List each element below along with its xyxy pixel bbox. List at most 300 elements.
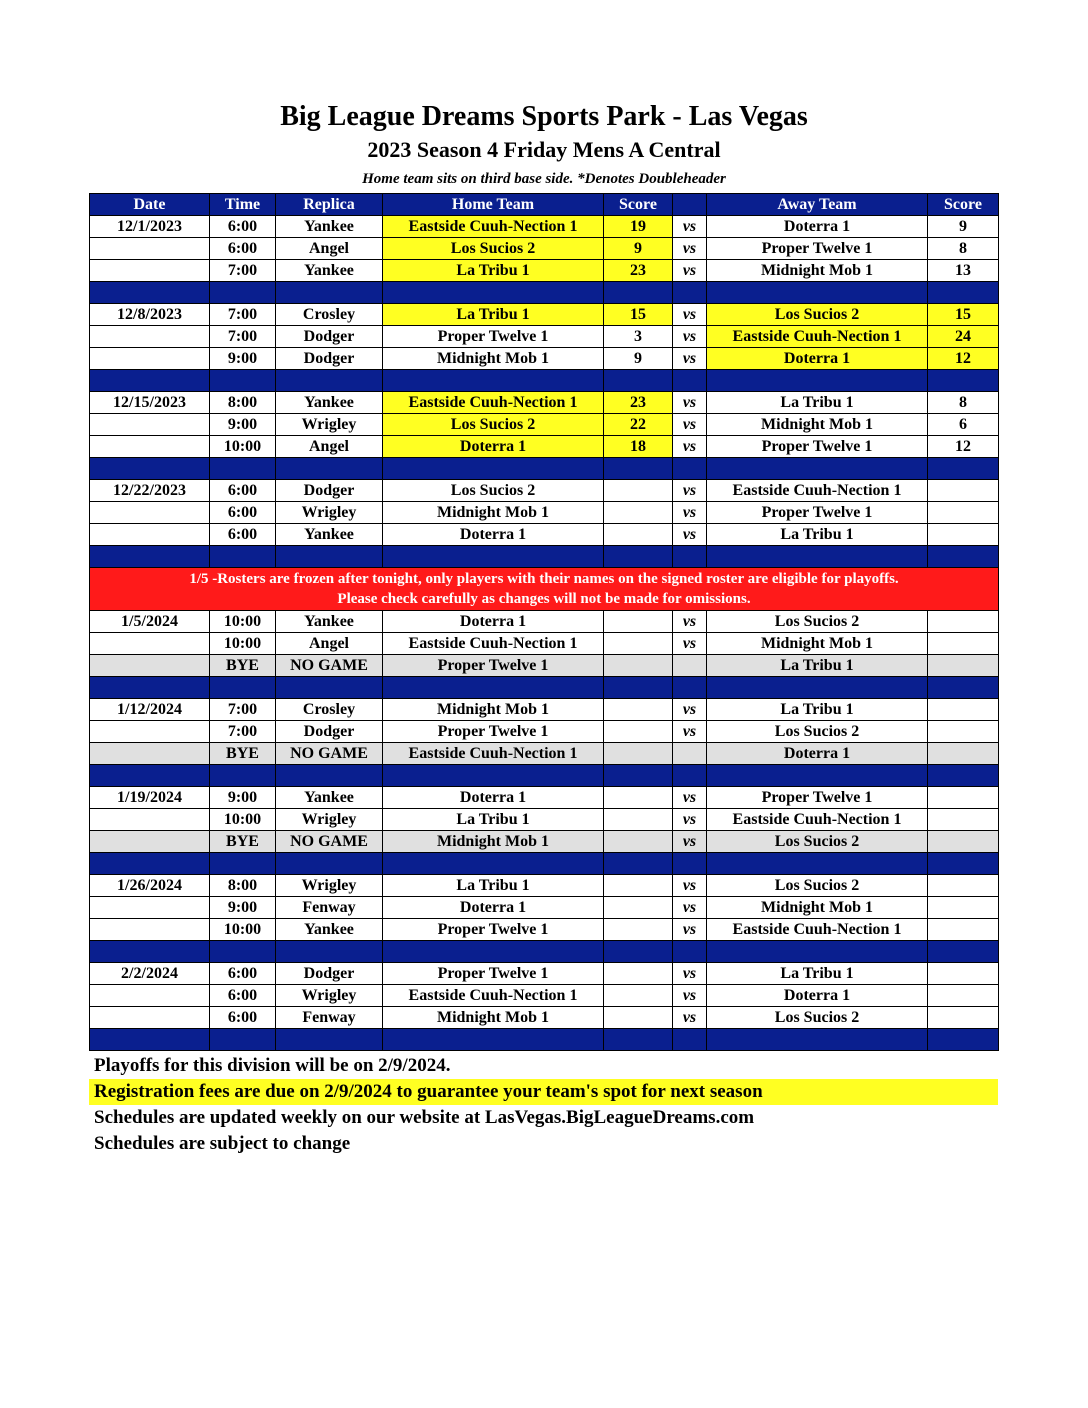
vs-label: vs [673, 304, 707, 326]
away-team: Proper Twelve 1 [707, 787, 928, 809]
header-time: Time [210, 194, 276, 216]
separator-cell [90, 282, 210, 304]
game-time: 6:00 [210, 1007, 276, 1029]
footer-line: Schedules are updated weekly on our website at LasVegas.BigLeagueDreams.com [94, 1107, 755, 1128]
schedule-table [89, 193, 999, 1051]
game-date [90, 721, 210, 743]
separator-cell [604, 458, 673, 480]
away-score [928, 743, 999, 765]
home-team: Proper Twelve 1 [383, 326, 604, 348]
separator-cell [928, 458, 999, 480]
home-team: La Tribu 1 [383, 875, 604, 897]
home-team: Midnight Mob 1 [383, 348, 604, 370]
away-score [928, 787, 999, 809]
game-date [90, 897, 210, 919]
home-team: Midnight Mob 1 [383, 1007, 604, 1029]
vs-label: vs [673, 985, 707, 1007]
vs-label: vs [673, 809, 707, 831]
separator-cell [210, 853, 276, 875]
home-score: 22 [604, 414, 673, 436]
vs-label: vs [673, 831, 707, 853]
separator-cell [707, 765, 928, 787]
separator-cell [707, 370, 928, 392]
home-score: 15 [604, 304, 673, 326]
away-score [928, 611, 999, 633]
separator-cell [90, 853, 210, 875]
separator-cell [210, 941, 276, 963]
separator-cell [210, 765, 276, 787]
home-score [604, 655, 673, 677]
separator-cell [210, 458, 276, 480]
game-field: Crosley [276, 304, 383, 326]
game-field: NO GAME [276, 743, 383, 765]
game-row [90, 238, 999, 260]
home-team: Proper Twelve 1 [383, 655, 604, 677]
game-row [90, 699, 999, 721]
vs-label: vs [673, 480, 707, 502]
game-row [90, 524, 999, 546]
away-team: La Tribu 1 [707, 963, 928, 985]
game-row [90, 721, 999, 743]
home-team: Eastside Cuuh-Nection 1 [383, 216, 604, 238]
page-title: Big League Dreams Sports Park - Las Vegas [280, 101, 808, 132]
separator-cell [673, 458, 707, 480]
game-row [90, 963, 999, 985]
separator-cell [276, 677, 383, 699]
game-date [90, 809, 210, 831]
vs-label: vs [673, 787, 707, 809]
seating-note: Home team sits on third base side. *Denotes Doubleheader [362, 171, 726, 187]
home-team: La Tribu 1 [383, 260, 604, 282]
game-time: 10:00 [210, 611, 276, 633]
separator-cell [276, 853, 383, 875]
away-score [928, 831, 999, 853]
away-score: 8 [928, 392, 999, 414]
separator-cell [90, 546, 210, 568]
game-date [90, 985, 210, 1007]
game-date [90, 1007, 210, 1029]
home-score [604, 524, 673, 546]
away-team: Los Sucios 2 [707, 831, 928, 853]
game-row [90, 655, 999, 677]
home-team: Doterra 1 [383, 524, 604, 546]
separator-cell [276, 941, 383, 963]
roster-notice-row [90, 568, 999, 611]
game-time: 10:00 [210, 633, 276, 655]
game-date [90, 743, 210, 765]
away-score: 6 [928, 414, 999, 436]
header-away-score: Score [928, 194, 999, 216]
away-team: Midnight Mob 1 [707, 260, 928, 282]
home-score [604, 1007, 673, 1029]
home-team: Proper Twelve 1 [383, 721, 604, 743]
header-home-score: Score [604, 194, 673, 216]
game-time: BYE [210, 831, 276, 853]
game-field: Yankee [276, 919, 383, 941]
game-row [90, 502, 999, 524]
away-score [928, 633, 999, 655]
header-home-team: Home Team [383, 194, 604, 216]
game-field: Yankee [276, 611, 383, 633]
game-date [90, 238, 210, 260]
vs-label: vs [673, 436, 707, 458]
separator-cell [383, 765, 604, 787]
away-team: Midnight Mob 1 [707, 414, 928, 436]
separator-cell [604, 941, 673, 963]
game-field: Wrigley [276, 985, 383, 1007]
away-score [928, 897, 999, 919]
game-time: 10:00 [210, 809, 276, 831]
away-score: 9 [928, 216, 999, 238]
game-row [90, 787, 999, 809]
home-score [604, 985, 673, 1007]
home-score [604, 875, 673, 897]
separator-cell [383, 941, 604, 963]
separator-cell [707, 282, 928, 304]
separator-cell [383, 370, 604, 392]
game-date [90, 414, 210, 436]
away-score [928, 919, 999, 941]
away-score: 8 [928, 238, 999, 260]
game-date [90, 348, 210, 370]
home-score [604, 480, 673, 502]
separator-cell [383, 546, 604, 568]
game-field: Dodger [276, 480, 383, 502]
game-time: 7:00 [210, 304, 276, 326]
vs-label: vs [673, 414, 707, 436]
away-team: Doterra 1 [707, 985, 928, 1007]
game-date: 12/22/2023 [90, 480, 210, 502]
home-score [604, 633, 673, 655]
game-field: Yankee [276, 787, 383, 809]
game-time: BYE [210, 743, 276, 765]
separator-cell [210, 546, 276, 568]
separator-cell [604, 282, 673, 304]
game-row [90, 436, 999, 458]
separator-cell [90, 458, 210, 480]
separator-cell [383, 853, 604, 875]
game-time: 9:00 [210, 348, 276, 370]
game-time: 7:00 [210, 326, 276, 348]
vs-label: vs [673, 919, 707, 941]
separator-cell [928, 282, 999, 304]
game-field: Yankee [276, 260, 383, 282]
vs-label: vs [673, 502, 707, 524]
home-team: Eastside Cuuh-Nection 1 [383, 392, 604, 414]
home-team: Doterra 1 [383, 436, 604, 458]
game-time: 6:00 [210, 524, 276, 546]
home-team: Midnight Mob 1 [383, 699, 604, 721]
game-field: Wrigley [276, 809, 383, 831]
game-time: 8:00 [210, 875, 276, 897]
separator-cell [276, 765, 383, 787]
home-score: 23 [604, 392, 673, 414]
game-field: Dodger [276, 348, 383, 370]
game-date [90, 502, 210, 524]
home-score [604, 502, 673, 524]
game-field: Angel [276, 238, 383, 260]
away-score: 15 [928, 304, 999, 326]
game-row [90, 743, 999, 765]
game-row [90, 260, 999, 282]
separator-cell [928, 941, 999, 963]
vs-label: vs [673, 238, 707, 260]
separator-cell [928, 677, 999, 699]
separator-cell [90, 765, 210, 787]
vs-label [673, 743, 707, 765]
separator-cell [928, 546, 999, 568]
footer-notes [89, 1053, 998, 1157]
game-date [90, 436, 210, 458]
game-time: 9:00 [210, 897, 276, 919]
separator-cell [707, 853, 928, 875]
away-team: Proper Twelve 1 [707, 502, 928, 524]
home-team: Eastside Cuuh-Nection 1 [383, 743, 604, 765]
away-score [928, 985, 999, 1007]
away-team: Los Sucios 2 [707, 721, 928, 743]
separator-cell [383, 677, 604, 699]
game-date [90, 260, 210, 282]
separator-cell [928, 765, 999, 787]
game-date: 1/5/2024 [90, 611, 210, 633]
home-score [604, 919, 673, 941]
separator-cell [90, 677, 210, 699]
separator-cell [707, 941, 928, 963]
vs-label: vs [673, 699, 707, 721]
game-field: NO GAME [276, 831, 383, 853]
separator-cell [707, 546, 928, 568]
away-team: Doterra 1 [707, 348, 928, 370]
away-team: Midnight Mob 1 [707, 633, 928, 655]
home-score [604, 721, 673, 743]
game-field: Angel [276, 633, 383, 655]
away-score [928, 699, 999, 721]
home-team: La Tribu 1 [383, 304, 604, 326]
separator-cell [928, 1029, 999, 1051]
home-score: 3 [604, 326, 673, 348]
game-field: NO GAME [276, 655, 383, 677]
game-date: 1/26/2024 [90, 875, 210, 897]
game-field: Dodger [276, 326, 383, 348]
away-team: Los Sucios 2 [707, 611, 928, 633]
away-score [928, 655, 999, 677]
game-date [90, 633, 210, 655]
separator-cell [604, 677, 673, 699]
separator-cell [707, 677, 928, 699]
vs-label: vs [673, 633, 707, 655]
roster-notice-line: Please check carefully as changes will not be made for omissions. [337, 591, 751, 607]
game-time: 10:00 [210, 436, 276, 458]
separator-cell [928, 853, 999, 875]
home-team: Eastside Cuuh-Nection 1 [383, 633, 604, 655]
separator-cell [707, 1029, 928, 1051]
game-time: 7:00 [210, 721, 276, 743]
game-row [90, 392, 999, 414]
away-score: 12 [928, 436, 999, 458]
home-team: Proper Twelve 1 [383, 963, 604, 985]
separator-cell [383, 1029, 604, 1051]
separator-cell [604, 765, 673, 787]
home-score: 9 [604, 238, 673, 260]
game-time: 7:00 [210, 260, 276, 282]
away-team: Eastside Cuuh-Nection 1 [707, 809, 928, 831]
game-row [90, 216, 999, 238]
game-field: Wrigley [276, 502, 383, 524]
vs-label: vs [673, 897, 707, 919]
away-team: Eastside Cuuh-Nection 1 [707, 326, 928, 348]
vs-label: vs [673, 348, 707, 370]
game-field: Yankee [276, 524, 383, 546]
away-score: 12 [928, 348, 999, 370]
game-time: 8:00 [210, 392, 276, 414]
away-team: Los Sucios 2 [707, 875, 928, 897]
separator-cell [673, 853, 707, 875]
separator-cell [276, 458, 383, 480]
game-row [90, 919, 999, 941]
vs-label: vs [673, 611, 707, 633]
game-field: Yankee [276, 392, 383, 414]
game-row [90, 1007, 999, 1029]
separator-cell [604, 853, 673, 875]
separator-cell [90, 1029, 210, 1051]
home-score [604, 787, 673, 809]
game-row [90, 831, 999, 853]
game-date: 12/8/2023 [90, 304, 210, 326]
home-score [604, 831, 673, 853]
game-row [90, 985, 999, 1007]
week-separator [90, 546, 999, 568]
game-time: 6:00 [210, 238, 276, 260]
separator-cell [210, 282, 276, 304]
page-subtitle: 2023 Season 4 Friday Mens A Central [367, 137, 721, 162]
home-score: 23 [604, 260, 673, 282]
header-replica: Replica [276, 194, 383, 216]
game-time: BYE [210, 655, 276, 677]
away-team: La Tribu 1 [707, 699, 928, 721]
vs-label [673, 655, 707, 677]
game-row [90, 897, 999, 919]
game-date: 12/1/2023 [90, 216, 210, 238]
separator-cell [604, 546, 673, 568]
game-field: Angel [276, 436, 383, 458]
game-time: 6:00 [210, 480, 276, 502]
separator-cell [707, 458, 928, 480]
home-score [604, 743, 673, 765]
separator-cell [673, 370, 707, 392]
footer-line: Schedules are subject to change [94, 1133, 351, 1154]
away-team: Proper Twelve 1 [707, 436, 928, 458]
separator-cell [604, 370, 673, 392]
away-team: Doterra 1 [707, 216, 928, 238]
away-team: Doterra 1 [707, 743, 928, 765]
home-team: Midnight Mob 1 [383, 502, 604, 524]
game-field: Dodger [276, 721, 383, 743]
separator-cell [276, 1029, 383, 1051]
game-date [90, 831, 210, 853]
separator-cell [210, 677, 276, 699]
game-date [90, 326, 210, 348]
game-field: Wrigley [276, 414, 383, 436]
away-score [928, 963, 999, 985]
away-team: Eastside Cuuh-Nection 1 [707, 919, 928, 941]
vs-label: vs [673, 260, 707, 282]
game-time: 9:00 [210, 414, 276, 436]
home-score [604, 699, 673, 721]
game-field: Fenway [276, 1007, 383, 1029]
roster-notice [90, 568, 999, 611]
away-score [928, 721, 999, 743]
home-team: Los Sucios 2 [383, 414, 604, 436]
separator-cell [604, 1029, 673, 1051]
separator-cell [383, 282, 604, 304]
header-row [90, 194, 999, 216]
separator-cell [673, 1029, 707, 1051]
away-team: La Tribu 1 [707, 392, 928, 414]
vs-label: vs [673, 875, 707, 897]
separator-cell [210, 1029, 276, 1051]
game-row [90, 304, 999, 326]
home-score [604, 611, 673, 633]
week-separator [90, 1029, 999, 1051]
away-score [928, 502, 999, 524]
game-row [90, 809, 999, 831]
vs-label: vs [673, 392, 707, 414]
home-team: Midnight Mob 1 [383, 831, 604, 853]
game-field: Wrigley [276, 875, 383, 897]
game-row [90, 326, 999, 348]
away-team: Eastside Cuuh-Nection 1 [707, 480, 928, 502]
game-date: 2/2/2024 [90, 963, 210, 985]
game-date: 1/19/2024 [90, 787, 210, 809]
footer-line: Registration fees are due on 2/9/2024 to guarantee your team's spot for next season [89, 1079, 998, 1105]
home-score [604, 809, 673, 831]
game-time: 7:00 [210, 699, 276, 721]
week-separator [90, 853, 999, 875]
game-date: 1/12/2024 [90, 699, 210, 721]
vs-label: vs [673, 1007, 707, 1029]
away-score [928, 875, 999, 897]
game-field: Yankee [276, 216, 383, 238]
game-field: Crosley [276, 699, 383, 721]
away-score [928, 1007, 999, 1029]
game-date: 12/15/2023 [90, 392, 210, 414]
vs-label: vs [673, 963, 707, 985]
home-score [604, 963, 673, 985]
away-score [928, 480, 999, 502]
separator-cell [928, 370, 999, 392]
separator-cell [383, 458, 604, 480]
home-team: Proper Twelve 1 [383, 919, 604, 941]
away-team: La Tribu 1 [707, 655, 928, 677]
home-score [604, 897, 673, 919]
separator-cell [90, 941, 210, 963]
separator-cell [673, 941, 707, 963]
schedule-body [90, 216, 999, 1051]
game-row [90, 611, 999, 633]
home-score: 18 [604, 436, 673, 458]
separator-cell [673, 765, 707, 787]
header-date: Date [90, 194, 210, 216]
separator-cell [673, 677, 707, 699]
away-score [928, 524, 999, 546]
week-separator [90, 282, 999, 304]
header-vs [673, 194, 707, 216]
home-team: Eastside Cuuh-Nection 1 [383, 985, 604, 1007]
game-row [90, 633, 999, 655]
game-time: 6:00 [210, 985, 276, 1007]
game-time: 9:00 [210, 787, 276, 809]
week-separator [90, 677, 999, 699]
